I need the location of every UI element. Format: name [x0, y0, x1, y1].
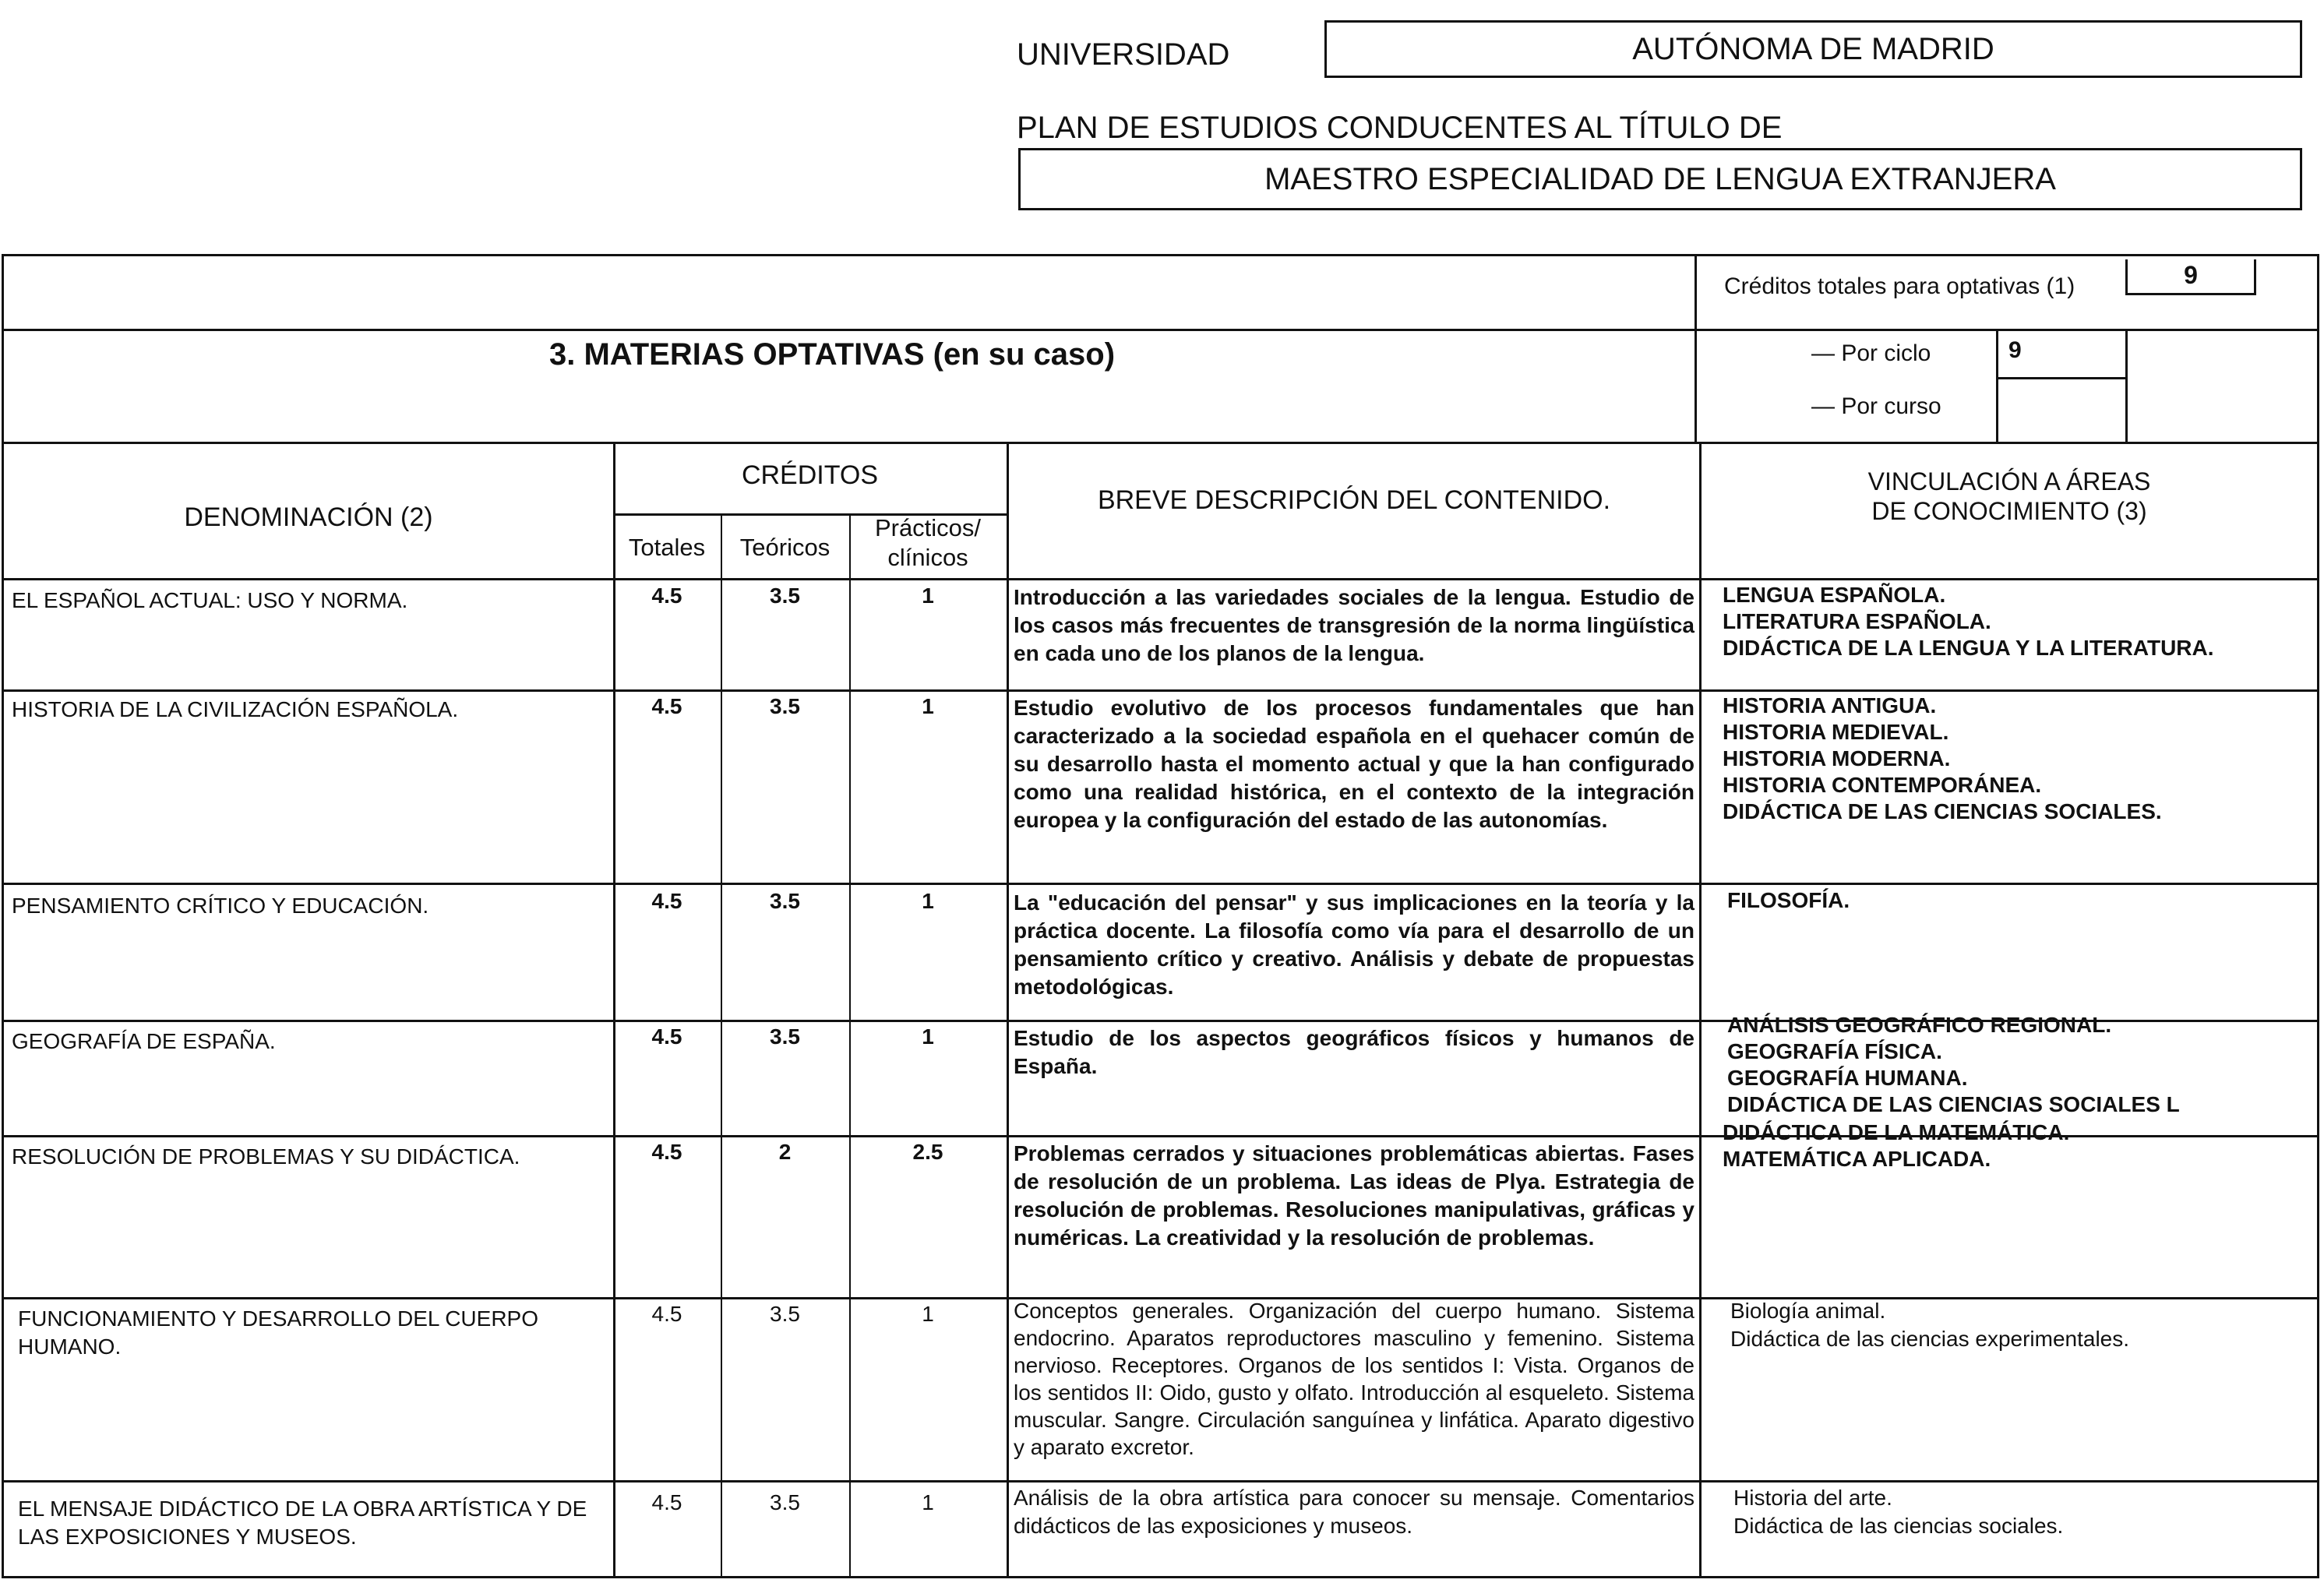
row-0-descripcion: Introducción a las variedades sociales de la lengua. Estudio de los casos más frecuentes de transgresión de la norma lingüística en cada uno de los planos de la lengua.	[1014, 585, 1695, 665]
row-4-areas: DIDÁCTICA DE LA MATEMÁTICA. MATEMÁTICA APLICADA.	[1723, 1120, 2070, 1171]
por-ciclo-value: 9	[2008, 337, 2022, 363]
col-vinculacion: VINCULACIÓN A ÁREAS DE CONOCIMIENTO (3)	[1867, 467, 2151, 525]
row-4-totales: 4.5	[651, 1140, 682, 1164]
total-credits-value: 9	[2125, 259, 2256, 295]
row-2-totales: 4.5	[651, 889, 682, 913]
row-6-name: EL MENSAJE DIDÁCTICO DE LA OBRA ARTÍSTICA Y DE LAS EXPOSICIONES Y MUSEOS.	[18, 1497, 587, 1549]
row-0-name: EL ESPAÑOL ACTUAL: USO Y NORMA.	[12, 588, 408, 612]
row-3-name: GEOGRAFÍA DE ESPAÑA.	[12, 1029, 276, 1053]
row-5-practicos: 1	[922, 1302, 934, 1326]
row-3-totales: 4.5	[651, 1024, 682, 1049]
university-name-box	[1324, 20, 2302, 78]
row-0-practicos: 1	[922, 583, 934, 608]
row-0-totales: 4.5	[651, 583, 682, 608]
col-denominacion: DENOMINACIÓN (2)	[184, 502, 433, 532]
row-6-areas: Historia del arte. Didáctica de las ciencias sociales.	[1733, 1486, 2064, 1538]
degree-name-box	[1018, 148, 2302, 210]
col-creditos: CRÉDITOS	[741, 460, 879, 490]
university-label: UNIVERSIDAD	[1017, 37, 1230, 72]
row-1-name: HISTORIA DE LA CIVILIZACIÓN ESPAÑOLA.	[12, 697, 459, 721]
row-4-teoricos: 2	[778, 1140, 792, 1164]
row-4-descripcion: Problemas cerrados y situaciones problemáticas abiertas. Fases de resolución de un problema. Las ideas de Plya. Estrategia de resolución de problemas. Resoluciones manipulativas, gráficas y numéricas. La creatividad y la resolución de problemas.	[1014, 1141, 1695, 1250]
col-totales: Totales	[628, 534, 706, 561]
row-3-teoricos: 3.5	[770, 1024, 800, 1049]
row-1-practicos: 1	[922, 694, 934, 718]
row-2-name: PENSAMIENTO CRÍTICO Y EDUCACIÓN.	[12, 894, 429, 918]
row-3-descripcion: Estudio de los aspectos geográficos físicos y humanos de España.	[1014, 1026, 1695, 1078]
row-2-practicos: 1	[922, 889, 934, 913]
degree-name: MAESTRO ESPECIALIDAD DE LENGUA EXTRANJERA	[1264, 162, 2056, 196]
row-4-practicos: 2.5	[912, 1140, 943, 1164]
row-1-descripcion: Estudio evolutivo de los procesos fundamentales que han caracterizado a la sociedad española en el quehacer común de su desarrollo hasta el momento actual y que la han configurado como una realidad histórica, en el contexto de la integración europea y la configuración del estado de las autonomías.	[1014, 696, 1695, 832]
row-6-teoricos: 3.5	[770, 1490, 800, 1514]
row-1-totales: 4.5	[651, 694, 682, 718]
row-3-practicos: 1	[922, 1024, 934, 1049]
row-4-name: RESOLUCIÓN DE PROBLEMAS Y SU DIDÁCTICA.	[12, 1144, 520, 1169]
row-1-areas: HISTORIA ANTIGUA. HISTORIA MEDIEVAL. HISTORIA MODERNA. HISTORIA CONTEMPORÁNEA. DIDÁCTICA DE LAS CIENCIAS SOCIALES.	[1723, 693, 2162, 823]
row-6-descripcion: Análisis de la obra artística para conocer su mensaje. Comentarios didácticos de las exposiciones y museos.	[1014, 1486, 1695, 1538]
university-name: AUTÓNOMA DE MADRID	[1632, 32, 1994, 66]
por-curso-label: — Por curso	[1811, 393, 1941, 419]
por-ciclo-label: — Por ciclo	[1811, 340, 1931, 366]
row-6-totales: 4.5	[651, 1490, 682, 1514]
row-5-areas: Biología animal. Didáctica de las ciencias experimentales.	[1730, 1299, 2130, 1351]
row-6-practicos: 1	[922, 1490, 934, 1514]
row-2-teoricos: 3.5	[770, 889, 800, 913]
plan-label: PLAN DE ESTUDIOS CONDUCENTES AL TÍTULO DE	[1017, 111, 1783, 145]
row-0-areas: LENGUA ESPAÑOLA. LITERATURA ESPAÑOLA. DIDÁCTICA DE LA LENGUA Y LA LITERATURA.	[1723, 583, 2214, 660]
row-1-teoricos: 3.5	[770, 694, 800, 718]
row-5-descripcion: Conceptos generales. Organización del cuerpo humano. Sistema endocrino. Aparatos reproductores masculino y femenino. Sistema nervioso. Receptores. Organos de los sentidos I: Vista. Organos de los sentidos II: Oido, gusto y olfato. Introducción al esqueleto. Sistema muscular. Sangre. Circulación sanguínea y linfática. Aparato digestivo y aparato excretor.	[1014, 1299, 1695, 1459]
row-5-name: FUNCIONAMIENTO Y DESARROLLO DEL CUERPO HUMANO.	[18, 1306, 538, 1359]
row-2-areas: FILOSOFÍA.	[1727, 888, 1850, 912]
col-teoricos: Teóricos	[739, 534, 831, 561]
section-title: 3. MATERIAS OPTATIVAS (en su caso)	[549, 337, 1116, 372]
row-0-teoricos: 3.5	[770, 583, 800, 608]
total-credits-label: Créditos totales para optativas (1)	[1724, 273, 2075, 299]
optativas-table	[2, 254, 2319, 1578]
row-5-teoricos: 3.5	[770, 1302, 800, 1326]
col-practicos: Prácticos/ clínicos	[874, 514, 982, 571]
row-5-totales: 4.5	[651, 1302, 682, 1326]
row-3-areas: ANÁLISIS GEOGRÁFICO REGIONAL. GEOGRAFÍA FÍSICA. GEOGRAFÍA HUMANA. DIDÁCTICA DE LAS CIENCIAS SOCIALES L	[1727, 1013, 2180, 1116]
row-2-descripcion: La "educación del pensar" y sus implicaciones en la teoría y la práctica docente. La filosofía como vía para el desarrollo de un pensamiento crítico y creativo. Análisis y debate de propuestas metodológicas.	[1014, 890, 1695, 999]
col-descripcion: BREVE DESCRIPCIÓN DEL CONTENIDO.	[1097, 485, 1611, 515]
